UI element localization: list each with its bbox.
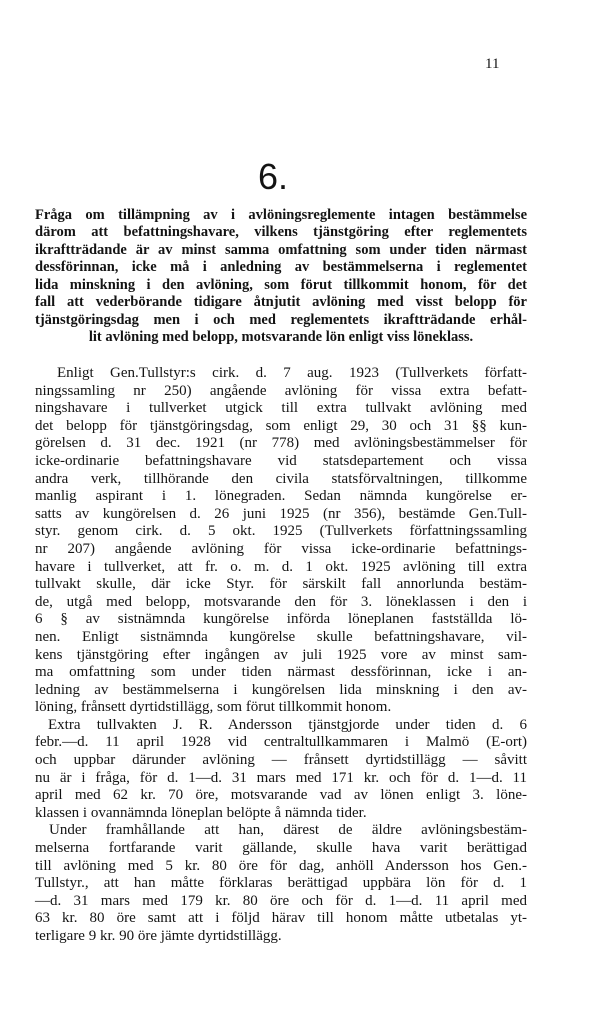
heading-line: tjänstgöringsdag men i och med reglementets ikraftträdande erhål- bbox=[35, 311, 527, 328]
body-line: ma omfattning som under tiden närmast dessförinnan, icke i an- bbox=[35, 664, 527, 681]
heading-line: ikraftträdande är av minst samma omfattning som under tiden närmast bbox=[35, 241, 527, 258]
body-line: 6 § av sistnämnda kungörelse införda löneplanen fastställda lö- bbox=[35, 611, 527, 628]
paragraph bbox=[35, 365, 527, 717]
body-line: Under framhållande att han, därest de äldre avlöningsbestäm- bbox=[49, 822, 527, 839]
section-heading bbox=[35, 207, 527, 347]
body-line: till avlöning med 5 kr. 80 öre för dag, anhöll Andersson hos Gen.- bbox=[35, 857, 527, 874]
body-line: löning, frånsett dyrtidstillägg, som förut tillkommit honom. bbox=[35, 699, 392, 716]
heading-line: därom att befattningshavare, vilkens tjänstgöring efter reglementets bbox=[35, 224, 527, 241]
body-line: och uppbar därunder avlöning — frånsett dyrtidstillägg — såvitt bbox=[35, 752, 527, 769]
body-line: havare i tullverket, att fr. o. m. d. 1 okt. 1925 avlöning till extra bbox=[35, 558, 527, 575]
body-line: —d. 31 mars med 179 kr. 80 öre och för d. 1—d. 11 april med bbox=[35, 892, 527, 909]
page-number: 11 bbox=[485, 56, 500, 72]
body-line: Tullstyr., att han måtte förklaras berättigad uppbära lön för d. 1 bbox=[35, 875, 527, 892]
body-line: klassen i ovannämnda löneplan belöpte å nämnda tider. bbox=[35, 804, 367, 821]
heading-line: dessförinnan, icke må i anledning av bestämmelserna i reglementet bbox=[35, 259, 527, 276]
body-line: Enligt Gen.Tullstyr:s cirk. d. 7 aug. 1923 (Tullverkets författ- bbox=[57, 365, 527, 381]
body-line: icke-ordinarie befattningshavare vid statsdepartement och vissa bbox=[35, 452, 527, 469]
body-line: kens tjänstgöring efter ingången av juli 1925 vore av minst sam- bbox=[35, 646, 527, 663]
body-line: satts av kungörelsen d. 26 juni 1925 (nr 356), bestämde Gen.Tull- bbox=[35, 505, 527, 522]
body-line: det belopp för tjänstgöringsdag, som enligt 29, 30 och 31 §§ kun- bbox=[35, 417, 527, 434]
body-line: tullvakt skulle, där icke Styr. för särskilt fall annorlunda bestäm- bbox=[35, 576, 527, 593]
body-line: ningssamling nr 250) angående avlöning för vissa extra befatt- bbox=[35, 382, 527, 399]
heading-line: lida minskning i den avlöning, som förut tillkommit honom, för det bbox=[35, 276, 527, 293]
body-line: de, utgå med belopp, motsvarande den för 3. löneklassen i den i bbox=[35, 593, 527, 610]
body-line: ledning av bestämmelserna i kungörelsen lida minskning i den av- bbox=[35, 681, 527, 698]
body-line: april med 62 kr. 70 öre, motsvarande vad av lönen enligt 3. löne- bbox=[35, 787, 527, 804]
paragraph bbox=[35, 822, 527, 945]
body-line: manlig aspirant i 1. lönegraden. Sedan nämnda kungörelse er- bbox=[35, 488, 527, 505]
body-line: andra verk, tillhörande den civila statsförvaltningen, tillkomme bbox=[35, 470, 527, 487]
body-line: 63 kr. 80 öre samt att i följd härav till honom måtte utbetalas yt- bbox=[35, 910, 527, 927]
body-line: febr.—d. 11 april 1928 vid centraltullkammaren i Malmö (E-ort) bbox=[35, 734, 527, 751]
body-line: nen. Enligt sistnämnda kungörelse skulle befattningshavare, vil- bbox=[35, 628, 527, 645]
heading-line: Fråga om tillämpning av i avlöningsreglemente intagen bestämmelse bbox=[35, 207, 527, 223]
heading-line: fall att vederbörande tidigare åtnjutit avlöning med visst belopp för bbox=[35, 294, 527, 311]
body-line: terligare 9 kr. 90 öre jämte dyrtidstillägg. bbox=[35, 928, 282, 944]
body-line: Extra tullvakten J. R. Andersson tjänstgjorde under tiden d. 6 bbox=[48, 716, 527, 733]
body-line: styr. genom cirk. d. 5 okt. 1925 (Tullverkets författningssamling bbox=[35, 523, 527, 540]
body-line: ningshavare i tullverket utgick till extra tullvakt avlöning med bbox=[35, 400, 527, 417]
paragraph bbox=[35, 717, 527, 823]
body-text bbox=[35, 365, 527, 946]
body-line: nu är i fråga, för d. 1—d. 31 mars med 171 kr. och för d. 1—d. 11 bbox=[35, 769, 527, 786]
section-number: 6. bbox=[258, 156, 289, 197]
heading-line: lit avlöning med belopp, motsvarande lön enligt viss löneklass. bbox=[88, 329, 474, 346]
body-line: melserna fortfarande varit gällande, skulle hava varit berättigad bbox=[35, 840, 527, 857]
body-line: görelsen d. 31 dec. 1921 (nr 778) med avlöningsbestämmelser för bbox=[35, 435, 527, 452]
body-line: nr 207) angående avlöning för vissa icke-ordinarie befattnings- bbox=[35, 540, 527, 557]
